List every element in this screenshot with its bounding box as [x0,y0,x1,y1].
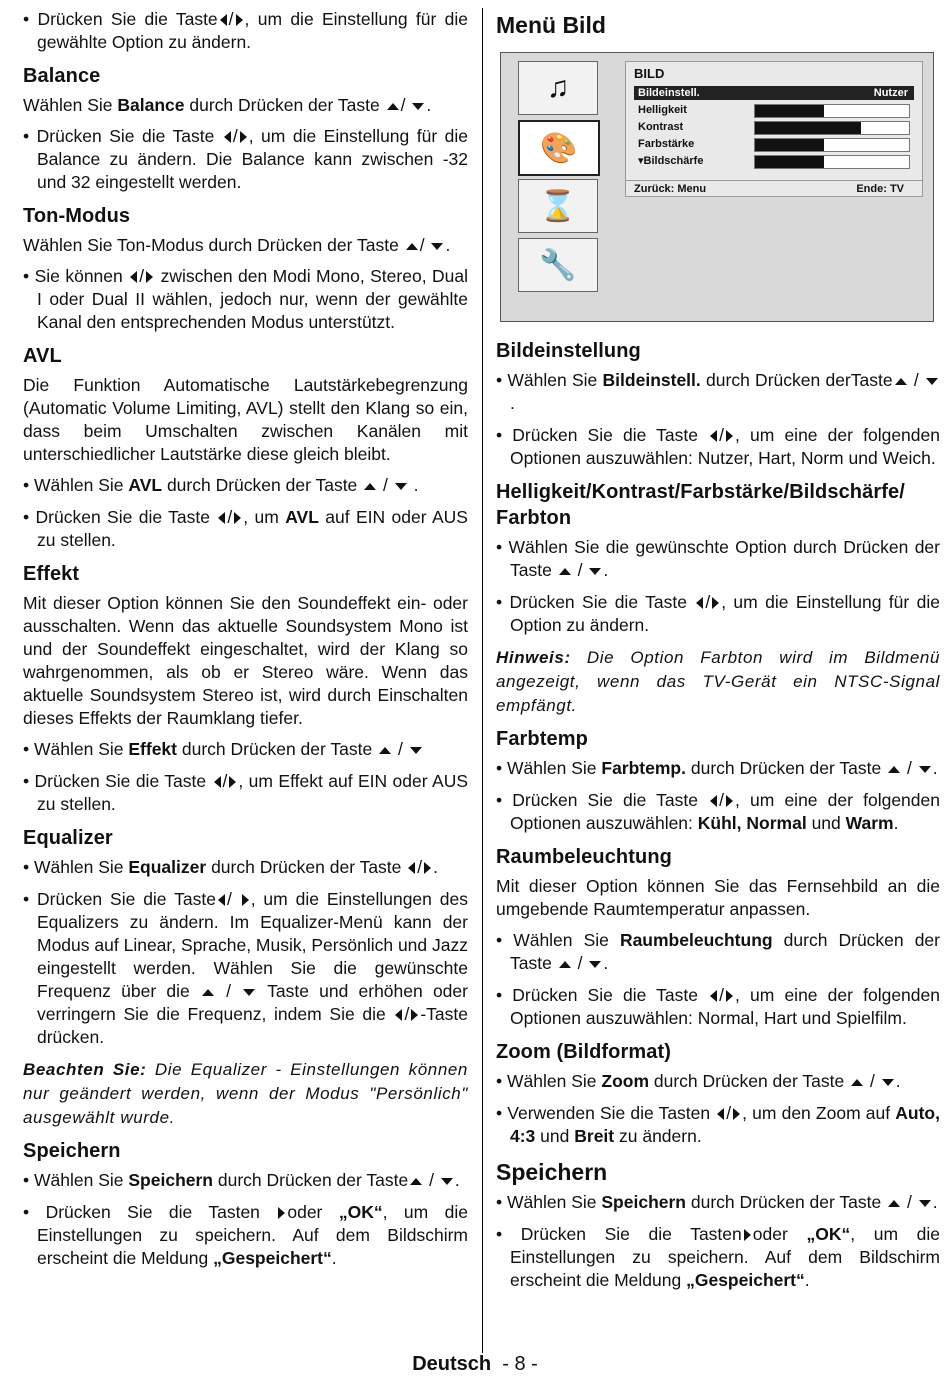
para-effekt: Mit dieser Option können Sie den Soundeffekt ein- oder ausschalten. Wenn das aktuelle Soundsystem Mono ist und der Soundeffekt eingeschaltet, wird der Klang so wahrgenommen, als ob er Stereo wäre. Wenn das aktuelle Soundsystem Stereo ist, wird durch Einschalten dieses Effekts der Raumklang tiefer. [23,593,468,728]
heading-bildeinstellung: Bildeinstellung [496,340,641,362]
down-arrow-icon [882,1079,894,1086]
heading-farbtemp: Farbtemp [496,728,588,750]
bullet-zoom-change: • Verwenden Sie die Tasten / , um den Zoom auf Auto, 4:3 und Breit zu ändern. [496,1103,940,1146]
left-arrow-icon [710,430,717,442]
up-arrow-icon [202,989,214,996]
left-arrow-icon [710,990,717,1002]
heading-ton-modus: Ton-Modus [23,205,131,227]
tools-icon: 🔧 [518,238,598,292]
up-arrow-icon [559,961,571,968]
bullet-farbtemp-select: • Wählen Sie Farbtemp. durch Drücken der Taste / . [496,758,938,778]
right-arrow-icon [726,795,733,807]
bullet-avl-select: • Wählen Sie AVL durch Drücken der Taste / . [23,475,419,495]
heading-equalizer: Equalizer [23,827,113,849]
up-arrow-icon [387,103,399,110]
right-arrow-icon [733,1108,740,1120]
left-arrow-icon [710,795,717,807]
left-arrow-icon [214,776,221,788]
bullet-bildeinstellung-select: • Wählen Sie Bildeinstell. durch Drücken derTaste / . [496,369,940,415]
menu-footer [626,180,922,197]
down-arrow-icon [926,378,938,385]
left-arrow-icon [218,512,225,524]
bullet-effekt-select: • Wählen Sie Effekt durch Drücken der Taste / [23,738,468,761]
right-arrow-icon [242,894,249,906]
bullet-zoom-select: • Wählen Sie Zoom durch Drücken der Taste / . [496,1071,901,1091]
left-arrow-icon [130,271,137,283]
heading-raumbeleuchtung: Raumbeleuchtung [496,846,672,868]
down-arrow-icon [410,747,422,754]
title-menu-bild: Menü Bild [496,12,606,38]
up-arrow-icon [559,568,571,575]
up-arrow-icon [406,243,418,250]
level-bar[interactable] [754,155,910,169]
column-divider [482,8,483,1353]
bullet-helligkeit-change: • Drücken Sie die Taste / , um die Einstellung für die Option zu ändern. [496,592,940,635]
tv-menu-illustration [500,52,934,322]
bullet-helligkeit-select: • Wählen Sie die gewünschte Option durch Drücken der Taste / . [496,537,940,580]
level-bar[interactable] [754,121,910,135]
right-arrow-icon [234,512,241,524]
level-bar[interactable] [754,104,910,118]
heading-effekt: Effekt [23,563,80,585]
heading-balance: Balance [23,65,101,87]
note-equalizer: Beachten Sie: Die Equalizer - Einstellungen können nur geändert werden, wenn der Modus "Persönlich" ausgewählt wurde. [23,1060,468,1127]
bild-menu-title: BILD [634,66,665,81]
music-note-icon: ♫ [518,61,598,115]
para-avl: Die Funktion Automatische Lautstärkebegrenzung (Automatic Volume Limiting, AVL) stellt den Klang so ein, dass beim Umschalten zwischen Kanälen mit unterschiedlicher Lautstärke diese gleich bleibt. [23,375,468,464]
left-arrow-icon [395,1009,402,1021]
page-number: - 8 - [502,1353,538,1375]
right-arrow-icon [240,131,247,143]
page-footer [0,1353,950,1376]
bullet-farbtemp-change: • Drücken Sie die Taste / , um eine der folgenden Optionen auszuwählen: Kühl, Normal und Warm. [496,790,940,833]
bullet-equalizer-select: • Wählen Sie Equalizer durch Drücken der Taste / . [23,857,439,877]
up-arrow-icon [379,747,391,754]
right-arrow-icon [229,776,236,788]
menu-exit-hint: Ende: TV [856,183,904,195]
right-arrow-icon [236,14,243,26]
left-arrow-icon [220,14,227,26]
heading-helligkeit: Helligkeit/Kontrast/Farbstärke/Bildschärfe/ Farbton [496,481,905,529]
right-arrow-icon [726,430,733,442]
down-arrow-icon [412,103,424,110]
bullet-speichern-select: • Wählen Sie Speichern durch Drücken der Taste / . [23,1170,460,1190]
down-arrow-icon [919,766,931,773]
menu-row-helligkeit[interactable]: Helligkeit [634,103,914,117]
para-balance: Wählen Sie Balance durch Drücken der Taste / . [23,95,432,115]
level-fill [755,139,824,151]
bullet-ton-modus: • Sie können / zwischen den Modi Mono, Stereo, Dual I oder Dual II wählen, jedoch nur, wenn der gewählte Kanal den entsprechenden Modus unterstützt. [23,266,469,332]
bullet-speichern-save-right: • Drücken Sie die Tasten oder „OK“, um die Einstellungen zu speichern. Auf dem Bildschirm erscheint die Meldung „Gespeichert“. [496,1224,941,1290]
bullet-effekt-toggle: • Drücken Sie die Taste / , um Effekt auf EIN oder AUS zu stellen. [23,771,468,814]
level-fill [755,122,861,134]
para-raumbeleuchtung: Mit dieser Option können Sie das Fernsehbild an die umgebende Raumtemperatur anpassen. [496,876,940,919]
bullet-balance-change: • Drücken Sie die Taste / , um die Einstellung für die Balance zu ändern. Die Balance kann zwischen -32 und 32 eingestellt werden. [23,126,468,192]
heading-speichern-right: Speichern [496,1159,608,1185]
left-arrow-icon [224,131,231,143]
heading-zoom: Zoom (Bildformat) [496,1041,672,1063]
para-ton-modus: Wählen Sie Ton-Modus durch Drücken der Taste / . [23,235,451,255]
bullet-speichern-select-right: • Wählen Sie Speichern durch Drücken der Taste / . [496,1192,938,1212]
right-arrow-icon [146,271,153,283]
bullet-option-change: • Drücken Sie die Taste / , um die Einstellung für die gewählte Option zu ändern. [23,9,468,52]
down-arrow-icon [431,243,443,250]
bullet-speichern-save: • Drücken Sie die Tasten oder „OK“, um die Einstellungen zu speichern. Auf dem Bildschirm erscheint die Meldung „Gespeichert“. [23,1202,468,1268]
left-arrow-icon [717,1108,724,1120]
down-arrow-icon [441,1178,453,1185]
down-arrow-icon [589,961,601,968]
up-arrow-icon [888,766,900,773]
left-arrow-icon [408,862,415,874]
level-bar[interactable] [754,138,910,152]
down-arrow-icon [243,989,255,996]
level-fill [755,105,824,117]
left-column [23,8,468,1279]
menu-row-farbstaerke[interactable]: Farbstärke [634,137,914,151]
menu-row-kontrast[interactable]: Kontrast [634,120,914,134]
right-arrow-icon [712,597,719,609]
right-arrow-icon [744,1229,751,1241]
left-arrow-icon [218,894,225,906]
palette-icon: 🎨 [518,120,600,176]
up-arrow-icon [851,1079,863,1086]
up-arrow-icon [364,483,376,490]
level-fill [755,156,824,168]
down-arrow-icon [395,483,407,490]
right-arrow-icon [278,1207,285,1219]
left-arrow-icon [696,597,703,609]
up-arrow-icon [895,378,907,385]
heading-speichern-left: Speichern [23,1140,121,1162]
right-column [496,2,940,1301]
menu-row-bildschaerfe[interactable]: ▾Bildschärfe [634,154,914,168]
note-farbton: Hinweis: Die Option Farbton wird im Bildmenü angezeigt, wenn das TV-Gerät ein NTSC-Signal empfängt. [496,648,941,715]
right-arrow-icon [726,990,733,1002]
menu-row-bildeinstell[interactable]: Bildeinstell. Nutzer [634,86,914,100]
down-arrow-icon [919,1200,931,1207]
down-arrow-icon [589,568,601,575]
footer-language: Deutsch [412,1353,492,1375]
bullet-raum-change: • Drücken Sie die Taste / , um eine der folgenden Optionen auszuwählen: Normal, Hart und Spielfilm. [496,985,940,1028]
bullet-avl-toggle: • Drücken Sie die Taste / , um AVL auf EIN oder AUS zu stellen. [23,507,468,550]
bullet-raum-select: • Wählen Sie Raumbeleuchtung durch Drücken der Taste / . [496,930,940,973]
bullet-bildeinstellung-change: • Drücken Sie die Taste / , um eine der folgenden Optionen auszuwählen: Nutzer, Hart, Norm und Weich. [496,425,940,468]
right-arrow-icon [424,862,431,874]
menu-back-hint: Zurück: Menu [634,183,707,195]
up-arrow-icon [888,1200,900,1207]
up-arrow-icon [410,1178,422,1185]
lock-timer-icon: ⌛ [518,179,598,233]
heading-avl: AVL [23,345,62,367]
bild-menu-panel [625,61,923,197]
right-arrow-icon [411,1009,418,1021]
bullet-equalizer-change: • Drücken Sie die Taste / , um die Einstellungen des Equalizers zu ändern. Im Equalizer-Menü kann der Modus auf Linear, Sprache, Musik, Persönlich und Jazz eingestellt werden. Wählen Sie die gewünschte Frequenz über die / Taste und erhöhen oder verringern Sie die Frequenz, indem Sie die / -Taste drücken. [23,889,468,1047]
